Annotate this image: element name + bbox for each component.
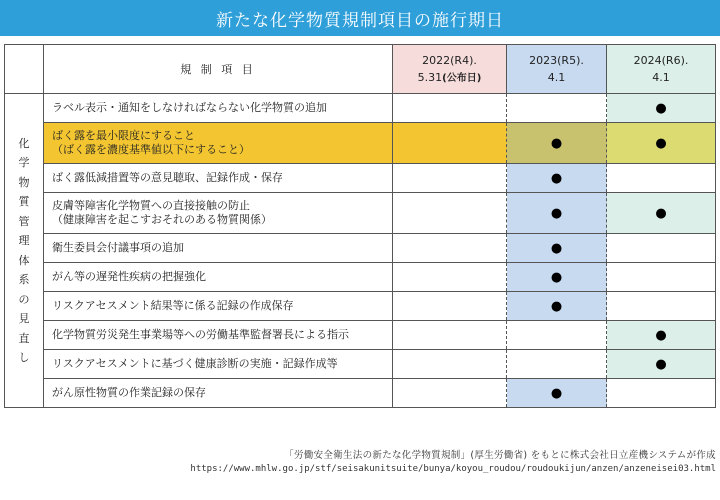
year-2022-line2: 5.31: [417, 70, 443, 84]
cell-2022: [393, 234, 507, 263]
table-row: [5, 164, 716, 193]
row-item-label: [44, 164, 393, 193]
cell-2023: [507, 234, 607, 263]
row-item-label: [44, 292, 393, 321]
cell-2022: [393, 350, 507, 379]
row-item-line: 衛生委員会付議事項の追加: [52, 241, 184, 254]
cell-2024: [607, 234, 716, 263]
header-year-2024: [607, 45, 716, 94]
row-item-label: [44, 263, 393, 292]
bullet-mark-icon: ●: [655, 100, 667, 116]
year-2023-line1: 2023(R5).: [529, 54, 584, 67]
bullet-mark-icon: ●: [655, 205, 667, 221]
bullet-mark-icon: ●: [550, 135, 563, 151]
row-item-label: [44, 321, 393, 350]
side-label-char: 系: [18, 273, 30, 286]
cell-2024: [607, 123, 716, 164]
row-item-line: 化学物質労災発生事業場等への労働基準監督署長による指示: [52, 328, 349, 341]
table-row: [5, 263, 716, 292]
cell-2023: [507, 263, 607, 292]
cell-2024: [607, 164, 716, 193]
side-label-char: 体: [18, 253, 30, 267]
bullet-mark-icon: ●: [655, 356, 667, 372]
header-year-2022: [393, 45, 507, 94]
row-item-line: がん原性物質の作業記録の保存: [52, 386, 206, 399]
bullet-mark-icon: ●: [550, 205, 563, 221]
cell-2022: [393, 164, 507, 193]
table-row: [5, 292, 716, 321]
table-row: [5, 193, 716, 234]
side-label-char: 化: [18, 136, 30, 150]
cell-2022: [393, 123, 507, 164]
bullet-mark-icon: ●: [655, 327, 667, 343]
cell-2022: [393, 263, 507, 292]
cell-2023: [507, 123, 607, 164]
bullet-mark-icon: ●: [655, 135, 667, 151]
table-row: [5, 379, 716, 408]
row-item-line: ばく露低減措置等の意見聴取、記録作成・保存: [52, 171, 283, 184]
cell-2024: [607, 292, 716, 321]
source-url: https://www.mhlw.go.jp/stf/seisakunitsuite/bunya/koyou_roudou/roudoukijun/anzen/anzeneisei03.html: [190, 464, 716, 474]
cell-2024: [607, 321, 716, 350]
bullet-mark-icon: ●: [550, 170, 563, 186]
row-item-label: [44, 350, 393, 379]
row-item-line: 皮膚等障害化学物質への直接接触の防止: [52, 199, 250, 212]
cell-2023: [507, 292, 607, 321]
side-label-char: 物: [18, 175, 30, 189]
schedule-table: [4, 44, 716, 408]
cell-2024: [607, 379, 716, 408]
row-item-line: リスクアセスメント結果等に係る記録の作成保存: [52, 299, 294, 312]
side-label-char: 管: [18, 214, 30, 228]
row-item-label: [44, 123, 393, 164]
cell-2022: [393, 94, 507, 123]
row-item-line: ラベル表示・通知をしなければならない化学物質の追加: [52, 101, 327, 114]
side-label-char: 質: [18, 195, 30, 208]
cell-2024: [607, 350, 716, 379]
cell-2023: [507, 321, 607, 350]
row-item-label: [44, 193, 393, 234]
side-label-char: 直: [18, 331, 30, 345]
header-item-label: 規 制 項 目: [44, 45, 393, 94]
cell-2023: [507, 94, 607, 123]
table-header-row: [5, 45, 716, 94]
side-label-char: 理: [18, 234, 30, 247]
row-item-line: （健康障害を起こすおそれのある物質関係）: [52, 213, 272, 226]
cell-2024: [607, 193, 716, 234]
year-2024-line1: 2024(R6).: [633, 54, 689, 67]
table-row: [5, 234, 716, 263]
cell-2023: [507, 379, 607, 408]
year-2022-sub: (公布日): [442, 72, 482, 84]
cell-2023: [507, 193, 607, 234]
cell-2022: [393, 379, 507, 408]
cell-2022: [393, 321, 507, 350]
cell-2024: [607, 94, 716, 123]
table-row: [5, 350, 716, 379]
row-item-line: （ばく露を濃度基準値以下にすること）: [52, 143, 250, 156]
row-item-label: [44, 94, 393, 123]
side-label-char: 見: [18, 312, 30, 325]
cell-2023: [507, 164, 607, 193]
bullet-mark-icon: ●: [550, 269, 563, 285]
year-2024-line2: 4.1: [652, 71, 670, 84]
table-row: [5, 123, 716, 164]
side-label-char: の: [18, 292, 30, 306]
page-title: 新たな化学物質規制項目の施行期日: [0, 0, 720, 36]
table-row: [5, 321, 716, 350]
row-item-line: がん等の遅発性疾病の把握強化: [52, 270, 206, 283]
row-item-line: ばく露を最小限度にすること: [52, 129, 195, 142]
bullet-mark-icon: ●: [550, 240, 563, 256]
row-item-label: [44, 234, 393, 263]
year-2023-line2: 4.1: [547, 71, 566, 84]
bullet-mark-icon: ●: [550, 298, 563, 314]
side-label-char: し: [18, 351, 30, 364]
header-year-2023: [507, 45, 607, 94]
cell-2022: [393, 193, 507, 234]
side-category-label: [5, 94, 44, 408]
row-item-label: [44, 379, 393, 408]
year-2022-line1: 2022(R4).: [422, 53, 477, 67]
source-note: 「労働安全衛生法の新たな化学物質規制」(厚生労働省) をもとに株式会社日立産機システムが作成: [284, 450, 716, 461]
row-item-line: リスクアセスメントに基づく健康診断の実施・記録作成等: [52, 357, 338, 370]
table-row: [5, 94, 716, 123]
bullet-mark-icon: ●: [550, 385, 563, 401]
side-label-char: 学: [18, 156, 30, 169]
cell-2023: [507, 350, 607, 379]
cell-2024: [607, 263, 716, 292]
cell-2022: [393, 292, 507, 321]
header-blank-cell: [5, 45, 44, 94]
